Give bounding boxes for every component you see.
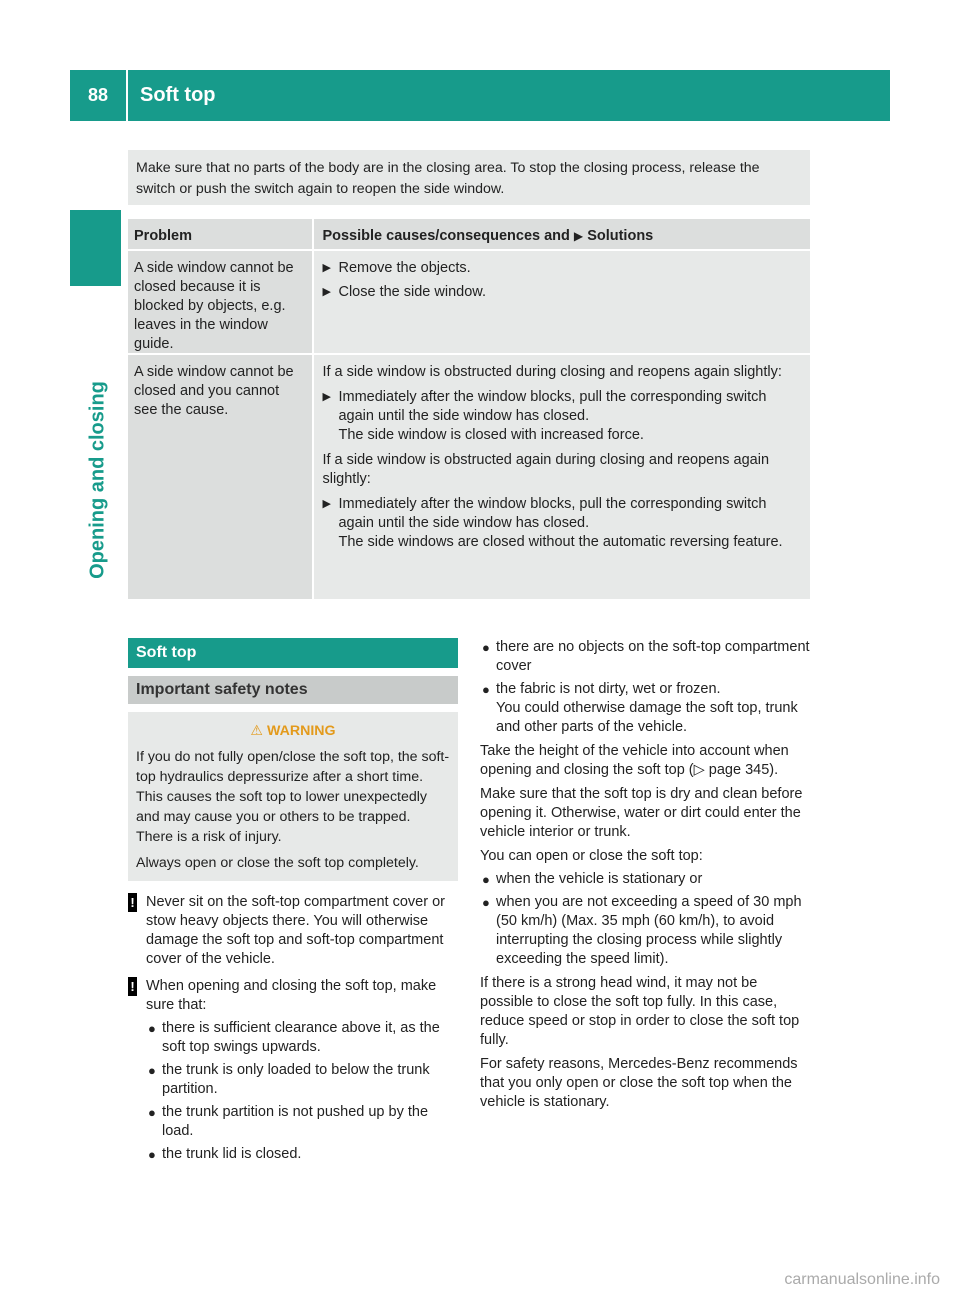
table-header-row	[128, 219, 810, 249]
paragraph: Take the height of the vehicle into account when opening and closing the soft top (▷ page 345).	[480, 743, 789, 778]
page-header	[70, 70, 890, 121]
right-column	[480, 638, 812, 1112]
problem-cell: A side window cannot be closed because it is blocked by objects, e.g. leaves in the window guide.	[128, 251, 312, 353]
solution-cell	[314, 355, 810, 599]
paragraph: You can open or close the soft top:	[480, 848, 703, 864]
exclamation-icon: !	[128, 893, 137, 912]
arrow-right-icon: ▶	[322, 286, 331, 298]
list-item: ● the trunk partition is not pushed up by the load.	[148, 1104, 429, 1139]
exclamation-icon: !	[128, 977, 137, 996]
list-item: ● the trunk is only loaded to below the trunk partition.	[148, 1062, 430, 1097]
problem-cell: A side window cannot be closed and you cannot see the cause.	[128, 355, 312, 599]
caution-note: ! Never sit on the soft-top compartment cover or stow heavy objects there. You will otherwise damage the soft top and soft-top compartment cover of the vehicle.	[128, 893, 458, 969]
indent-text: You could otherwise damage the soft top, trunk and other parts of the vehicle.	[496, 700, 798, 735]
header-divider	[126, 70, 128, 121]
section-subtitle: Important safety notes	[128, 676, 458, 704]
bullet-icon: ●	[148, 1063, 156, 1078]
page-title: Soft top	[140, 84, 216, 106]
arrow-right-icon: ▶	[322, 391, 331, 403]
solution-cell	[314, 251, 810, 353]
bullet-icon: ●	[148, 1147, 156, 1162]
paragraph: If there is a strong head wind, it may not be possible to close the soft top fully. In this case, reduce speed or stop in order to close the soft top fully.	[480, 975, 800, 1048]
bullet-icon: ●	[482, 682, 490, 697]
step-item: ▶ Close the side window.	[322, 284, 486, 300]
condition-text: If a side window is obstructed again during closing and reopens again slightly:	[322, 452, 770, 487]
list-item: ● when the vehicle is stationary or	[482, 871, 703, 887]
header-solutions: Possible causes/consequences and ▶ Solutions	[314, 219, 810, 249]
warning-text: Always open or close the soft top completely.	[136, 855, 419, 871]
watermark: carmanualsonline.info	[784, 1271, 940, 1288]
intro-note: Make sure that no parts of the body are in the closing area. To stop the closing process, release the switch or push the switch again to reopen the side window.	[128, 150, 810, 205]
list-item: ● there is sufficient clearance above it, as the soft top swings upwards.	[148, 1020, 440, 1055]
arrow-right-icon: ▶	[573, 229, 584, 243]
arrow-right-icon: ▶	[322, 498, 331, 510]
page-number: 88	[87, 85, 109, 105]
bullet-icon: ●	[482, 872, 490, 887]
caution-note: ! When opening and closing the soft top, make sure that: ● there is sufficient clearance above it, as the soft top swings upwards. ● the trunk is only loaded to below the trunk partition. ● the trunk partition is not pushed up by the load. ● the trunk lid is closed.	[128, 977, 458, 1164]
paragraph: For safety reasons, Mercedes-Benz recommends that you only open or close the soft top when the vehicle is stationary.	[480, 1056, 798, 1110]
step-result: The side windows are closed without the automatic reversing feature.	[338, 534, 783, 550]
warning-triangle-icon: ⚠	[250, 722, 263, 738]
paragraph: Make sure that the soft top is dry and clean before opening it. Otherwise, water or dirt could enter the vehicle interior or trunk.	[480, 786, 803, 840]
step-result: The side window is closed with increased force.	[338, 427, 644, 443]
side-tab-label: Opening and closing	[86, 381, 108, 579]
list-item: ● there are no objects on the soft-top compartment cover	[482, 639, 810, 674]
step-item: ▶ Remove the objects.	[322, 260, 471, 276]
step-item: ▶ Immediately after the window blocks, pull the corresponding switch again until the side window has closed. The side windows are closed without the automatic reversing feature.	[322, 496, 783, 550]
list-item: ● the fabric is not dirty, wet or frozen.	[482, 681, 721, 697]
warning-text: If you do not fully open/close the soft top, the soft-top hydraulics depressurize after a short time. This causes the soft top to lower unexpectedly and may cause you or others to be trapped. There is a risk of injury.	[136, 749, 450, 845]
bullet-icon: ●	[148, 1105, 156, 1120]
side-tab-marker	[70, 210, 121, 286]
section-title: Soft top	[128, 638, 458, 668]
warning-heading: ⚠ WARNING	[250, 722, 336, 739]
bullet-icon: ●	[148, 1021, 156, 1036]
bullet-icon: ●	[482, 640, 490, 655]
step-item: ▶ Immediately after the window blocks, pull the corresponding switch again until the side window has closed. The side window is closed with increased force.	[322, 389, 767, 443]
list-item: ● the trunk lid is closed.	[148, 1146, 302, 1162]
left-column	[128, 638, 458, 1164]
warning-box	[128, 712, 458, 881]
condition-text: If a side window is obstructed during closing and reopens again slightly:	[322, 364, 782, 380]
table-row	[128, 355, 810, 599]
arrow-right-icon: ▶	[322, 262, 331, 274]
bullet-icon: ●	[482, 895, 490, 910]
troubleshooting-table	[128, 219, 810, 599]
header-problem: Problem	[128, 219, 312, 249]
table-row	[128, 251, 810, 353]
list-item: ● when you are not exceeding a speed of 30 mph (50 km/h) (Max. 35 mph (60 km/h), to avoid interrupting the closing process while slightly exceeding the speed limit).	[482, 894, 802, 967]
